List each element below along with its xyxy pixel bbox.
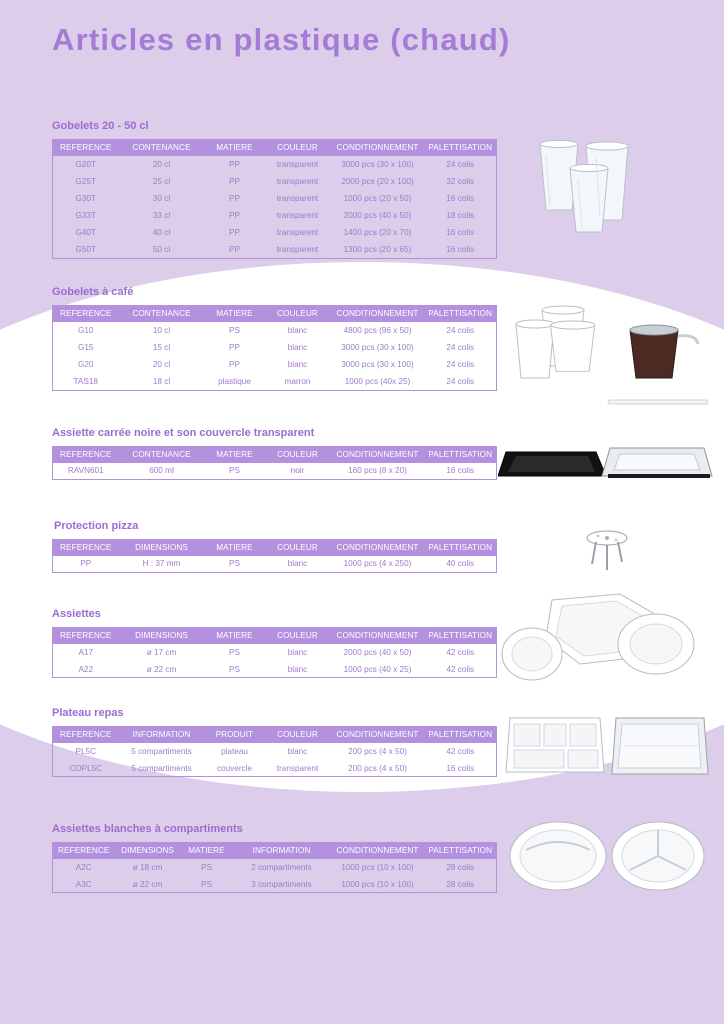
table-row bbox=[53, 463, 497, 480]
table-cell: 10 cl bbox=[152, 325, 171, 335]
table-cell: 1000 pcs (4 x 250) bbox=[343, 559, 412, 569]
product-table bbox=[52, 446, 497, 480]
table-cell: PS bbox=[229, 466, 240, 476]
column-header: REFERENCE bbox=[53, 447, 119, 463]
table-row bbox=[53, 207, 497, 224]
table-cell: 42 colis bbox=[446, 647, 475, 657]
product-table bbox=[52, 139, 497, 259]
table-cell: 16 colis bbox=[446, 245, 475, 255]
table-cell: transparent bbox=[276, 176, 319, 186]
table-cell: 200 pcs (4 x 50) bbox=[348, 763, 407, 773]
table-cell: 24 colis bbox=[446, 325, 475, 335]
table-cell: PS bbox=[229, 664, 240, 674]
product-table bbox=[52, 726, 497, 777]
column-header: DIMENSIONS bbox=[119, 540, 205, 556]
section-title: Gobelets 20 - 50 cl bbox=[52, 120, 149, 132]
column-header: PALETTISATION bbox=[425, 140, 497, 156]
table-cell: 1000 pcs (40x 25) bbox=[344, 376, 411, 386]
table-cell: blanc bbox=[287, 359, 308, 369]
pizza-protector-illustration bbox=[582, 526, 632, 574]
column-header: CONDITIONNEMENT bbox=[331, 727, 425, 743]
table-cell: 1300 pcs (20 x 65) bbox=[343, 245, 412, 255]
column-header: REFERENCE bbox=[53, 306, 119, 322]
table-header-row bbox=[53, 447, 497, 463]
section-title: Assiettes blanches à compartiments bbox=[52, 823, 243, 835]
table-cell: 5 compartiments bbox=[131, 763, 192, 773]
column-header: REFERENCE bbox=[53, 540, 119, 556]
table-row bbox=[53, 743, 497, 760]
table-cell: G25T bbox=[75, 176, 96, 186]
section-title: Protection pizza bbox=[54, 520, 139, 532]
table-cell: G20T bbox=[75, 159, 96, 169]
column-header: REFERENCE bbox=[53, 140, 119, 156]
column-header: COULEUR bbox=[265, 727, 331, 743]
table-cell: 40 cl bbox=[152, 228, 171, 238]
column-header: MATIERE bbox=[205, 306, 265, 322]
column-header: INFORMATION bbox=[233, 843, 331, 859]
table-cell: 1000 pcs (10 x 100) bbox=[341, 862, 414, 872]
table-cell: 1000 pcs (40 x 25) bbox=[343, 664, 412, 674]
column-header: REFERENCE bbox=[53, 628, 119, 644]
table-cell: 18 colis bbox=[446, 211, 475, 221]
table-cell: 15 cl bbox=[152, 342, 171, 352]
column-header: REFERENCE bbox=[53, 727, 119, 743]
table-cell: 42 colis bbox=[446, 746, 475, 756]
table-row bbox=[53, 190, 497, 207]
table-cell: ø 22 cm bbox=[146, 664, 177, 674]
column-header: COULEUR bbox=[265, 540, 331, 556]
table-cell: 28 colis bbox=[446, 879, 475, 889]
product-table bbox=[52, 842, 497, 893]
column-header: CONTENANCE bbox=[119, 447, 205, 463]
product-table bbox=[52, 539, 497, 573]
column-header: PALETTISATION bbox=[425, 628, 497, 644]
table-row bbox=[53, 644, 497, 661]
table-cell: PP bbox=[229, 228, 240, 238]
table-cell: plastique bbox=[218, 376, 251, 386]
table-cell: 30 cl bbox=[152, 193, 171, 203]
column-header: CONDITIONNEMENT bbox=[331, 140, 425, 156]
table-cell: 24 colis bbox=[446, 359, 475, 369]
table-cell: 24 colis bbox=[446, 376, 475, 386]
white-plates-illustration bbox=[500, 592, 704, 684]
table-cell: A3C bbox=[75, 879, 92, 889]
table-cell: transparent bbox=[276, 159, 319, 169]
table-cell: blanc bbox=[287, 746, 308, 756]
table-cell: 16 colis bbox=[446, 193, 475, 203]
table-cell: plateau bbox=[221, 746, 248, 756]
table-cell: PS bbox=[229, 559, 240, 569]
table-header-row bbox=[53, 140, 497, 156]
clear-cups-illustration bbox=[530, 136, 642, 240]
table-cell: PS bbox=[229, 647, 240, 657]
table-cell: G30T bbox=[75, 193, 96, 203]
column-header: CONDITIONNEMENT bbox=[331, 447, 425, 463]
table-cell: A22 bbox=[78, 664, 94, 674]
table-cell: PP bbox=[229, 359, 240, 369]
table-row bbox=[53, 224, 497, 241]
table-cell: PP bbox=[80, 559, 92, 569]
table-cell: 600 ml bbox=[149, 466, 174, 476]
table-cell: 200 pcs (4 x 50) bbox=[348, 746, 407, 756]
table-cell: couvercle bbox=[216, 763, 253, 773]
table-header-row bbox=[53, 306, 497, 322]
table-cell: G10 bbox=[78, 325, 94, 335]
table-cell: 24 colis bbox=[446, 342, 475, 352]
table-cell: 40 colis bbox=[446, 559, 475, 569]
table-cell: G33T bbox=[75, 211, 96, 221]
column-header: MATIERE bbox=[181, 843, 233, 859]
table-cell: transparent bbox=[276, 763, 319, 773]
table-cell: H : 37 mm bbox=[142, 559, 181, 569]
table-cell: transparent bbox=[276, 211, 319, 221]
table-cell: 2000 pcs (40 x 50) bbox=[343, 647, 412, 657]
table-cell: 16 colis bbox=[446, 228, 475, 238]
table-cell: 25 cl bbox=[152, 176, 171, 186]
column-header: MATIERE bbox=[205, 140, 265, 156]
table-cell: 1000 pcs (20 x 50) bbox=[343, 193, 412, 203]
table-cell: blanc bbox=[287, 342, 308, 352]
column-header: CONDITIONNEMENT bbox=[331, 843, 425, 859]
table-cell: ø 17 cm bbox=[146, 647, 177, 657]
table-cell: marron bbox=[284, 376, 311, 386]
table-cell: 16 colis bbox=[446, 466, 475, 476]
column-header: PRODUIT bbox=[205, 727, 265, 743]
table-row bbox=[53, 661, 497, 678]
column-header: COULEUR bbox=[265, 447, 331, 463]
column-header: DIMENSIONS bbox=[119, 628, 205, 644]
product-table bbox=[52, 305, 497, 391]
product-table bbox=[52, 627, 497, 678]
table-cell: 1400 pcs (20 x 70) bbox=[343, 228, 412, 238]
table-cell: PP bbox=[229, 245, 240, 255]
table-cell: 2000 pcs (20 x 100) bbox=[341, 176, 414, 186]
table-header-row bbox=[53, 628, 497, 644]
column-header: COULEUR bbox=[265, 306, 331, 322]
table-row bbox=[53, 876, 497, 893]
table-cell: 2000 pcs (40 x 50) bbox=[343, 211, 412, 221]
table-cell: 20 cl bbox=[152, 159, 171, 169]
column-header: CONTENANCE bbox=[119, 306, 205, 322]
column-header: INFORMATION bbox=[119, 727, 205, 743]
table-cell: 5 compartiments bbox=[131, 746, 192, 756]
column-header: REFERENCE bbox=[53, 843, 115, 859]
column-header: PALETTISATION bbox=[425, 306, 497, 322]
table-cell: 42 colis bbox=[446, 664, 475, 674]
table-row bbox=[53, 173, 497, 190]
table-cell: 160 pcs (8 x 20) bbox=[348, 466, 407, 476]
page-title: Articles en plastique (chaud) bbox=[52, 22, 511, 57]
table-cell: PP bbox=[229, 342, 240, 352]
column-header: MATIERE bbox=[205, 540, 265, 556]
table-cell: 33 cl bbox=[152, 211, 171, 221]
square-plate-illustration bbox=[498, 442, 714, 486]
meal-tray-illustration bbox=[504, 714, 710, 778]
table-row bbox=[53, 356, 497, 373]
table-cell: A2C bbox=[75, 862, 92, 872]
column-header: CONDITIONNEMENT bbox=[331, 306, 425, 322]
table-cell: blanc bbox=[287, 664, 308, 674]
table-cell: blanc bbox=[287, 647, 308, 657]
table-cell: RAVN601 bbox=[67, 466, 104, 476]
section-title: Plateau repas bbox=[52, 707, 124, 719]
table-cell: PS bbox=[201, 879, 212, 889]
table-cell: G15 bbox=[78, 342, 94, 352]
column-header: PALETTISATION bbox=[425, 727, 497, 743]
table-cell: 24 colis bbox=[446, 159, 475, 169]
column-header: DIMENSIONS bbox=[115, 843, 181, 859]
table-row bbox=[53, 241, 497, 258]
table-cell: 3000 pcs (30 x 100) bbox=[341, 159, 414, 169]
table-cell: G20 bbox=[78, 359, 94, 369]
table-row bbox=[53, 322, 497, 339]
table-header-row bbox=[53, 540, 497, 556]
coffee-cups-illustration bbox=[512, 298, 712, 412]
table-row bbox=[53, 760, 497, 777]
column-header: PALETTISATION bbox=[425, 447, 497, 463]
table-cell: 3000 pcs (30 x 100) bbox=[341, 342, 414, 352]
table-cell: transparent bbox=[276, 193, 319, 203]
column-header: CONTENANCE bbox=[119, 140, 205, 156]
column-header: COULEUR bbox=[265, 140, 331, 156]
compartment-plates-illustration bbox=[508, 816, 708, 892]
table-cell: 32 colis bbox=[446, 176, 475, 186]
table-row bbox=[53, 859, 497, 876]
table-cell: A17 bbox=[78, 647, 94, 657]
table-cell: G50T bbox=[75, 245, 96, 255]
table-cell: PS bbox=[229, 325, 240, 335]
table-cell: blanc bbox=[287, 559, 308, 569]
column-header: MATIERE bbox=[205, 447, 265, 463]
table-cell: 3 compartiments bbox=[251, 879, 312, 889]
table-cell: G40T bbox=[75, 228, 96, 238]
table-cell: 28 colis bbox=[446, 862, 475, 872]
table-cell: noir bbox=[290, 466, 305, 476]
table-row bbox=[53, 339, 497, 356]
table-cell: 50 cl bbox=[152, 245, 171, 255]
table-row bbox=[53, 373, 497, 390]
column-header: MATIERE bbox=[205, 628, 265, 644]
table-header-row bbox=[53, 727, 497, 743]
section-title: Assiette carrée noire et son couvercle transparent bbox=[52, 427, 315, 439]
table-cell: PL5C bbox=[75, 746, 96, 756]
table-cell: 4800 pcs (96 x 50) bbox=[343, 325, 412, 335]
column-header: COULEUR bbox=[265, 628, 331, 644]
table-row bbox=[53, 556, 497, 573]
table-cell: transparent bbox=[276, 245, 319, 255]
section-title: Gobelets à café bbox=[52, 286, 134, 298]
table-cell: 3000 pcs (30 x 100) bbox=[341, 359, 414, 369]
table-cell: transparent bbox=[276, 228, 319, 238]
table-cell: ø 18 cm bbox=[132, 862, 163, 872]
table-cell: COPL5C bbox=[69, 763, 103, 773]
table-row bbox=[53, 156, 497, 173]
table-cell: blanc bbox=[287, 325, 308, 335]
column-header: CONDITIONNEMENT bbox=[331, 540, 425, 556]
table-cell: ø 22 cm bbox=[132, 879, 163, 889]
table-cell: TAS18 bbox=[73, 376, 98, 386]
table-cell: PP bbox=[229, 211, 240, 221]
table-cell: 18 cl bbox=[152, 376, 171, 386]
table-header-row bbox=[53, 843, 497, 859]
table-cell: 2 compartiments bbox=[251, 862, 312, 872]
table-cell: 16 colis bbox=[446, 763, 475, 773]
table-cell: PP bbox=[229, 176, 240, 186]
column-header: CONDITIONNEMENT bbox=[331, 628, 425, 644]
table-cell: 1000 pcs (10 x 100) bbox=[341, 879, 414, 889]
column-header: PALETTISATION bbox=[425, 843, 497, 859]
section-title: Assiettes bbox=[52, 608, 101, 620]
table-cell: PP bbox=[229, 193, 240, 203]
table-cell: 20 cl bbox=[152, 359, 171, 369]
table-cell: PP bbox=[229, 159, 240, 169]
column-header: PALETTISATION bbox=[425, 540, 497, 556]
table-cell: PS bbox=[201, 862, 212, 872]
